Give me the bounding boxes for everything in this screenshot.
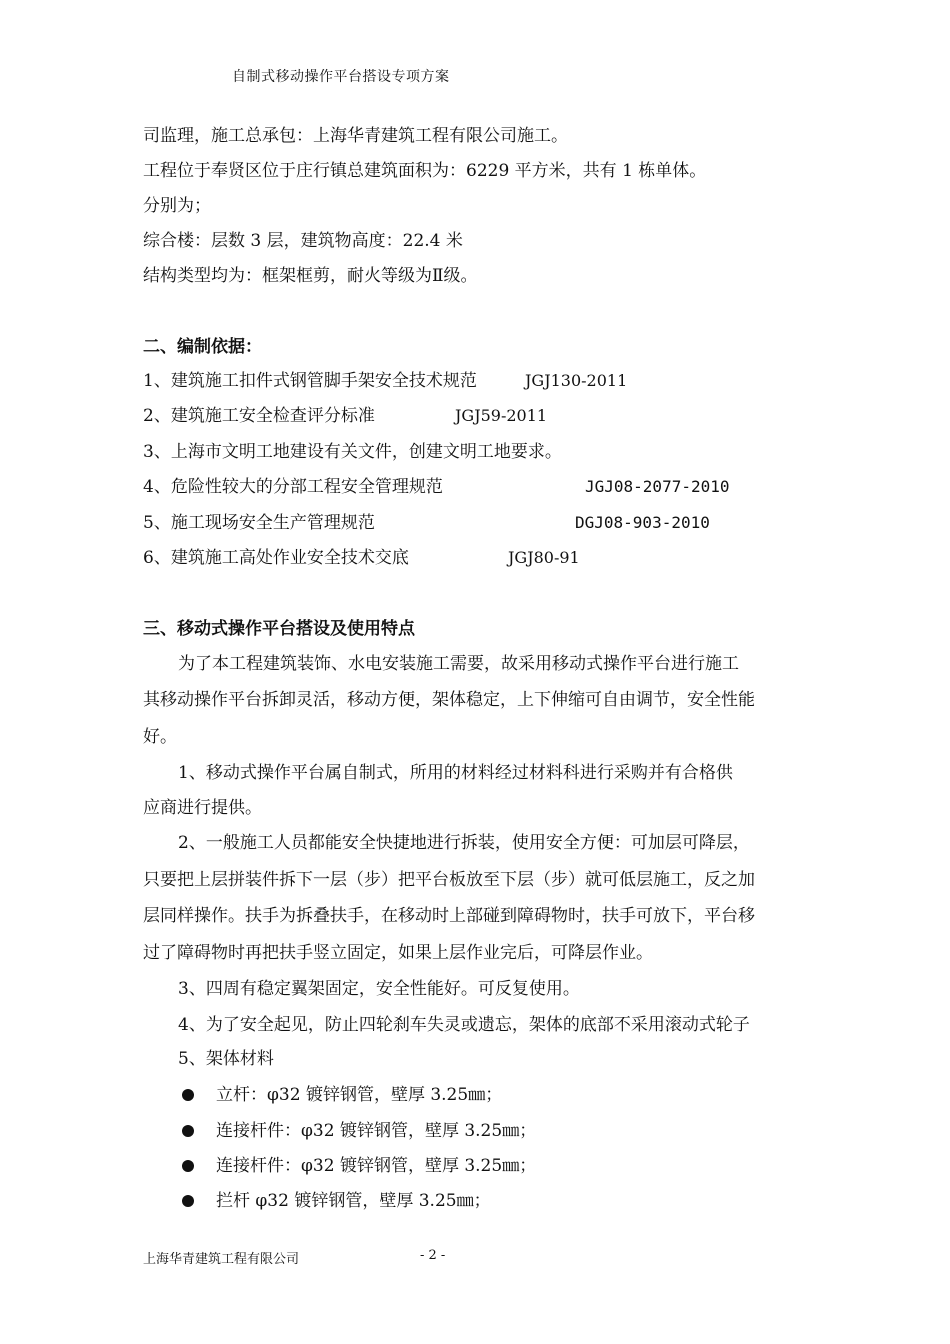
reference-code: DGJ08-903-2010	[575, 513, 710, 532]
body-line: 其移动操作平台拆卸灵活，移动方便，架体稳定，上下伸缩可自由调节，安全性能	[143, 690, 755, 710]
body-line: 5、架体材料	[178, 1049, 274, 1069]
body-line: 1、移动式操作平台属自制式，所用的材料经过材料科进行采购并有合格供	[178, 763, 733, 783]
material-bullet: 连接杆件：φ32 镀锌钢管，壁厚 3.25㎜；	[216, 1156, 537, 1176]
bullet-dot-icon	[182, 1160, 194, 1172]
body-line: 3、四周有稳定翼架固定，安全性能好。可反复使用。	[178, 979, 580, 999]
reference-item: 3、上海市文明工地建设有关文件，创建文明工地要求。	[143, 442, 562, 462]
intro-line: 结构类型均为：框架框剪，耐火等级为Ⅱ级。	[143, 266, 478, 286]
section-heading-basis: 二、编制依据：	[143, 337, 262, 357]
footer-page-number: - 2 -	[420, 1248, 446, 1263]
reference-item: 2、建筑施工安全检查评分标准	[143, 406, 375, 426]
intro-line: 综合楼：层数 3 层，建筑物高度：22.4 米	[143, 231, 463, 251]
intro-line: 分别为；	[143, 196, 211, 216]
reference-code: JGJ08-2077-2010	[585, 477, 730, 496]
material-bullet: 立杆：φ32 镀锌钢管，壁厚 3.25㎜；	[216, 1085, 503, 1105]
bullet-dot-icon	[182, 1195, 194, 1207]
reference-code: JGJ80-91	[508, 548, 580, 567]
header-divider	[143, 94, 807, 95]
body-line: 为了本工程建筑装饰、水电安装施工需要，故采用移动式操作平台进行施工	[178, 654, 739, 674]
page-header-title: 自制式移动操作平台搭设专项方案	[232, 69, 450, 85]
reference-item: 4、危险性较大的分部工程安全管理规范	[143, 477, 443, 497]
reference-item: 6、建筑施工高处作业安全技术交底	[143, 548, 409, 568]
bullet-dot-icon	[182, 1089, 194, 1101]
body-line: 应商进行提供。	[143, 798, 262, 818]
body-line: 好。	[143, 727, 177, 747]
reference-code: JGJ130-2011	[525, 371, 628, 390]
reference-item: 5、施工现场安全生产管理规范	[143, 513, 375, 533]
intro-line: 工程位于奉贤区位于庄行镇总建筑面积为：6229 平方米，共有 1 栋单体。	[143, 161, 707, 181]
body-line: 过了障碍物时再把扶手竖立固定，如果上层作业完后，可降层作业。	[143, 943, 653, 963]
body-line: 2、一般施工人员都能安全快捷地进行拆装，使用安全方便：可加层可降层，	[178, 833, 750, 853]
section-heading-features: 三、移动式操作平台搭设及使用特点	[143, 619, 415, 639]
material-bullet: 连接杆件：φ32 镀锌钢管，壁厚 3.25㎜；	[216, 1121, 537, 1141]
footer-company: 上海华青建筑工程有限公司	[143, 1252, 300, 1267]
reference-code: JGJ59-2011	[455, 406, 548, 425]
body-line: 层同样操作。扶手为拆叠扶手，在移动时上部碰到障碍物时，扶手可放下，平台移	[143, 906, 755, 926]
reference-item: 1、建筑施工扣件式钢管脚手架安全技术规范	[143, 371, 477, 391]
body-line: 只要把上层拼装件拆下一层（步）把平台板放至下层（步）就可低层施工，反之加	[143, 870, 755, 890]
material-bullet: 拦杆 φ32 镀锌钢管，壁厚 3.25㎜；	[216, 1191, 491, 1211]
body-line: 4、为了安全起见，防止四轮刹车失灵或遗忘，架体的底部不采用滚动式轮子	[178, 1015, 750, 1035]
intro-line: 司监理，施工总承包：上海华青建筑工程有限公司施工。	[143, 126, 568, 146]
bullet-dot-icon	[182, 1125, 194, 1137]
